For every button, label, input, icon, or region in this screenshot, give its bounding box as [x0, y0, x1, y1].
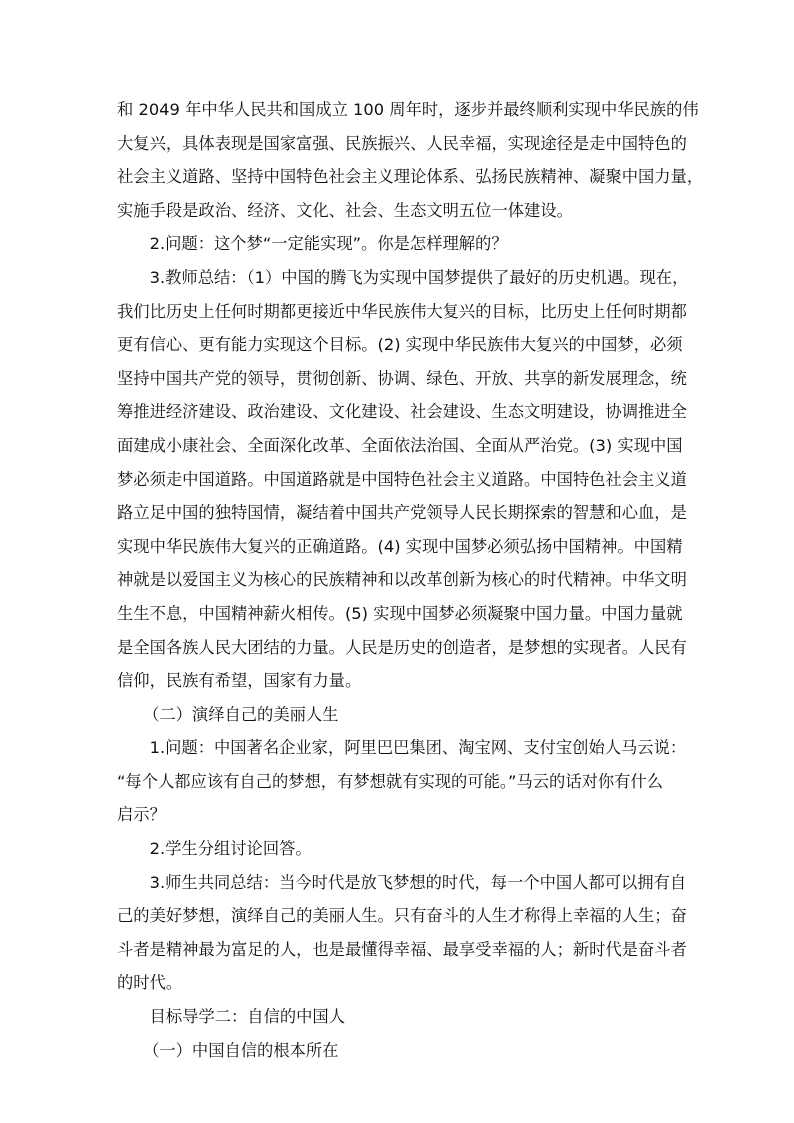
text-line: 社会主义道路、坚持中国特色社会主义理论体系、弘扬民族精神、凝聚中国力量， [117, 167, 704, 187]
text-line: 是全国各族人民大团结的力量。人民是历史的创造者，是梦想的实现者。人民有 [117, 637, 687, 657]
text-line: 目标导学二：自信的中国人 [149, 1007, 345, 1027]
paragraph [117, 866, 687, 1000]
text-line: 大复兴，具体表现是国家富强、民族振兴、人民幸福，实现途径是走中国特色的 [117, 133, 687, 153]
paragraph [117, 731, 687, 832]
text-line: 信仰，民族有希望，国家有力量。 [117, 671, 362, 691]
paragraph [117, 832, 677, 866]
text-line: （一）中国自信的根本所在 [143, 1040, 339, 1060]
text-line: 3.师生共同总结：当今时代是放飞梦想的时代，每一个中国人都可以拥有自 [149, 872, 687, 892]
text-line: 启示？ [117, 805, 166, 825]
section-heading [117, 698, 677, 732]
paragraph [117, 227, 677, 261]
text-line: 2.学生分组讨论回答。 [149, 839, 312, 859]
text-line: （二）演绎自己的美丽人生 [143, 704, 339, 724]
text-line: 实现中华民族伟大复兴的正确道路。(4) 实现中国梦必须弘扬中国精神。中国精 [117, 536, 683, 556]
paragraph [117, 93, 704, 227]
text-line: 筹推进经济建设、政治建设、文化建设、社会建设、生态文明建设，协调推进全 [117, 402, 687, 422]
text-line: 1.问题：中国著名企业家，阿里巴巴集团、淘宝网、支付宝创始人马云说： [149, 738, 687, 758]
section-heading [117, 1034, 677, 1068]
text-line: 和 2049 年中华人民共和国成立 100 周年时，逐步并最终顺利实现中华民族的伟 [117, 100, 699, 119]
section-heading [117, 1000, 677, 1034]
text-line: 斗者是精神最为富足的人，也是最懂得幸福、最享受幸福的人；新时代是奋斗者 [117, 939, 687, 959]
text-line: “每个人都应该有自己的梦想，有梦想就有实现的可能。”马云的话对你有什么 [117, 771, 664, 791]
text-line: 面建成小康社会、全面深化改革、全面依法治国、全面从严治党。(3) 实现中国 [117, 435, 683, 455]
text-line: 神就是以爱国主义为核心的民族精神和以改革创新为核心的时代精神。中华文明 [117, 570, 687, 590]
text-line: 3.教师总结：（1）中国的腾飞为实现中国梦提供了最好的历史机遇。现在， [149, 267, 689, 287]
text-line: 坚持中国共产党的领导，贯彻创新、协调、绿色、开放、共享的新发展理念，统 [117, 368, 687, 388]
text-line: 2.问题：这个梦“一定能实现”。你是怎样理解的？ [149, 234, 508, 254]
text-line: 生生不息，中国精神薪火相传。(5) 实现中国梦必须凝聚中国力量。中国力量就 [117, 603, 683, 623]
text-line: 梦必须走中国道路。中国道路就是中国特色社会主义道路。中国特色社会主义道 [117, 469, 687, 489]
text-line: 己的美好梦想，演绎自己的美丽人生。只有奋斗的人生才称得上幸福的人生；奋 [117, 906, 687, 926]
text-line: 的时代。 [117, 973, 183, 993]
text-line: 我们比历史上任何时期都更接近中华民族伟大复兴的目标，比历史上任何时期都 [117, 301, 687, 321]
document-body [117, 93, 704, 1067]
text-line: 更有信心、更有能力实现这个目标。(2) 实现中华民族伟大复兴的中国梦，必须 [117, 335, 683, 355]
text-line: 实施手段是政治、经济、文化、社会、生态文明五位一体建设。 [117, 200, 573, 220]
text-line: 路立足中国的独特国情，凝结着中国共产党领导人民长期探索的智慧和心血，是 [117, 503, 687, 523]
paragraph [117, 261, 689, 698]
